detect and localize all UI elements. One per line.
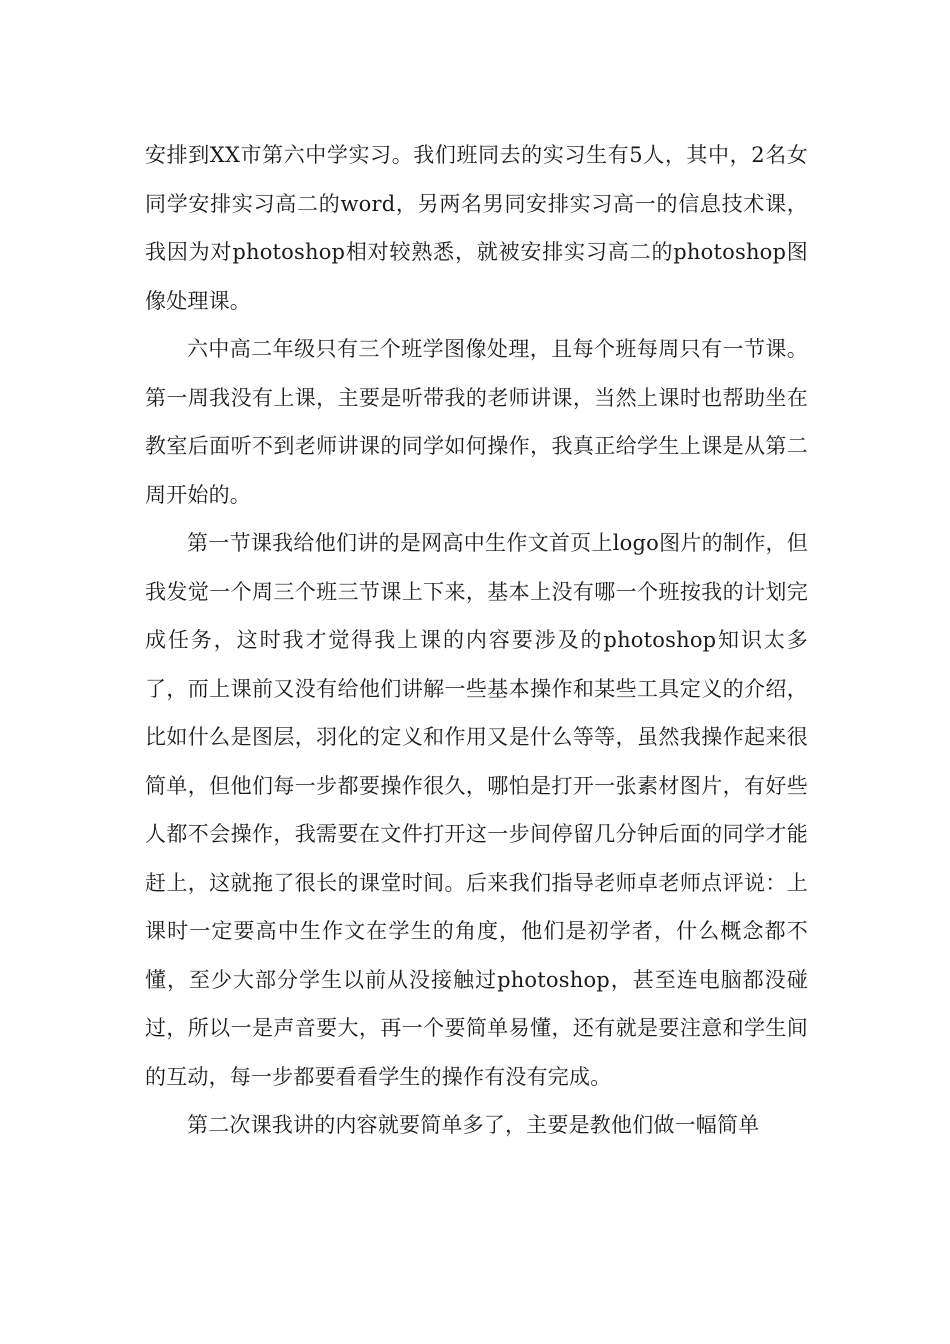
document-body	[145, 131, 808, 1150]
paragraph-1: 安排到XX市第六中学实习。我们班同去的实习生有5人，其中，2名女同学安排实习高二的word，另两名男同安排实习高一的信息技术课，我因为对photoshop相对较熟悉，就被安排实习高二的photoshop图像处理课。	[145, 143, 808, 313]
paragraph-4: 第二次课我讲的内容就要简单多了，主要是教他们做一幅简单	[187, 1113, 760, 1137]
paragraph-2: 六中高二年级只有三个班学图像处理，且每个班每周只有一节课。第一周我没有上课，主要是听带我的老师讲课，当然上课时也帮助坐在教室后面听不到老师讲课的同学如何操作，我真正给学生上课是从第二周开始的。	[145, 337, 808, 507]
paragraph-3: 第一节课我给他们讲的是网高中生作文首页上logo图片的制作，但我发觉一个周三个班三节课上下来，基本上没有哪一个班按我的计划完成任务，这时我才觉得我上课的内容要涉及的photoshop知识太多了，而上课前又没有给他们讲解一些基本操作和某些工具定义的介绍，比如什么是图层，羽化的定义和作用又是什么等等，虽然我操作起来很简单，但他们每一步都要操作很久，哪怕是打开一张素材图片，有好些人都不会操作，我需要在文件打开这一步间停留几分钟后面的同学才能赶上，这就拖了很长的课堂时间。后来我们指导老师卓老师点评说：上课时一定要高中生作文在学生的角度，他们是初学者，什么概念都不懂，至少大部分学生以前从没接触过photoshop，甚至连电脑都没碰过，所以一是声音要大，再一个要简单易懂，还有就是要注意和学生间的互动，每一步都要看看学生的操作有没有完成。	[145, 531, 808, 1089]
